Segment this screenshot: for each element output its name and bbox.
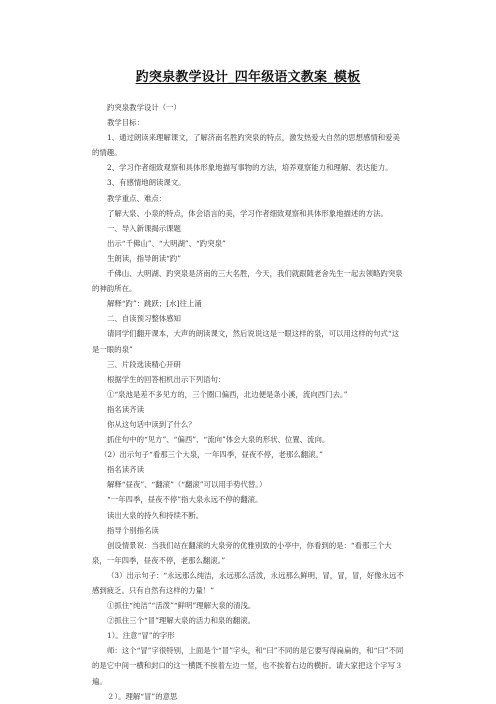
section-heading: 二、自读预习整体感知 [107, 314, 181, 324]
paragraph: ①抓住“纯洁”“活泼”“鲜明”理解大泉的清浅。 [107, 601, 256, 611]
section-heading: 三、片段选读精心开研 [107, 359, 181, 369]
paragraph: 生朗读，指导朗读“趵” [107, 253, 182, 263]
paragraph: ①“泉池是差不多见方的，三个圈口偏西，北边便是条小溪，流向西门去。” [107, 389, 348, 399]
section-heading: 一、导入新课揭示课题 [107, 223, 181, 233]
document-body [92, 100, 406, 704]
paragraph: 解释“趵”：跳跃；[水]往上涌 [107, 299, 202, 309]
paragraph: 1）。注意“冒”的字形 [107, 631, 175, 641]
paragraph: 千佛山、大明湖、趵突泉是济南的三大名胜，今天，我们就跟随老舍先生一起去领略趵突泉的神韵所在。 [92, 269, 403, 294]
paragraph: 2、学习作者细致观察和具体形象地描写事物的方法，培养观察能力和理解、表达能力。 [107, 163, 393, 173]
paragraph: ②抓住三个“冒”理解大泉的活力和泉的翻滚。 [107, 616, 255, 626]
paragraph: 指名读齐读 [107, 404, 144, 414]
paragraph: 指导个别指名读 [107, 525, 159, 535]
paragraph: 教学目标： [107, 118, 144, 128]
paragraph: 教学重点、难点： [107, 193, 167, 203]
paragraph: （3）出示句子：“永远那么纯洁，永远那么活泼，永远那么鲜明，冒，冒，冒，好像永远不感到疲乏。只有自然有这样的力量！” [92, 570, 404, 595]
paragraph: 读出大泉的持久和持续不断。 [107, 510, 204, 520]
paragraph: 根据学生的回答相机出示下列语句： [107, 374, 226, 384]
paragraph: 指名读齐读 [107, 465, 144, 475]
paragraph: （2）出示句子“看那三个大泉，一年四季，昼夜不停，老那么翻滚。” [100, 450, 323, 460]
paragraph: 创设情景说：当我们站在翻滚的大泉旁的优雅别致的小亭中，你看到的是：“看那三个大泉，一年四季，昼夜不停，老那么翻滚。” [92, 540, 392, 565]
paragraph: “一年四季，昼夜不停”指大泉永远不停的翻滚。 [107, 495, 263, 505]
paragraph: ２）。理解“冒”的意思 [107, 691, 178, 701]
paragraph: 出示“千佛山”、“大明湖”、“趵突泉” [107, 238, 226, 248]
document-title: 趵突泉教学设计_四年级语文教案_模板 [135, 70, 361, 85]
paragraph: 师：这个“冒”字很特别，上面是个“冒”字头，和“曰”不同的是它要写得扁扁的，和“曰”不同的是它中间一横和封口的这一横既不挨着左边一竖，也不挨着右边的横折。请大家把这个字写３遍。 [92, 646, 404, 686]
paragraph: 你从这句话中读到了什么？ [107, 419, 196, 429]
section-heading: 趵突泉教学设计（一） [107, 103, 181, 112]
paragraph: 1、通过朗读来理解课文，了解济南名胜趵突泉的特点，激发热爱大自然的思想感情和爱美的情趣。 [92, 133, 400, 158]
paragraph: 请同学们翻开课本，大声的朗读课文，然后说说这是一眼这样的泉，可以用这样的句式“这是一眼的泉” [92, 329, 400, 354]
paragraph: 抓住句中的“见方”、“偏西”、“流向”体会大泉的形状、位置、流向。 [107, 435, 330, 445]
paragraph: 了解大泉、小泉的特点，体会语言的美，学习作者细致观察和具体形象地描述的方法。 [107, 208, 388, 218]
paragraph: 3、有感情地朗读课文。 [107, 178, 186, 188]
paragraph: 解释“昼夜”、“翻滚”（“翻滚”可以用手势代替。） [107, 480, 267, 490]
